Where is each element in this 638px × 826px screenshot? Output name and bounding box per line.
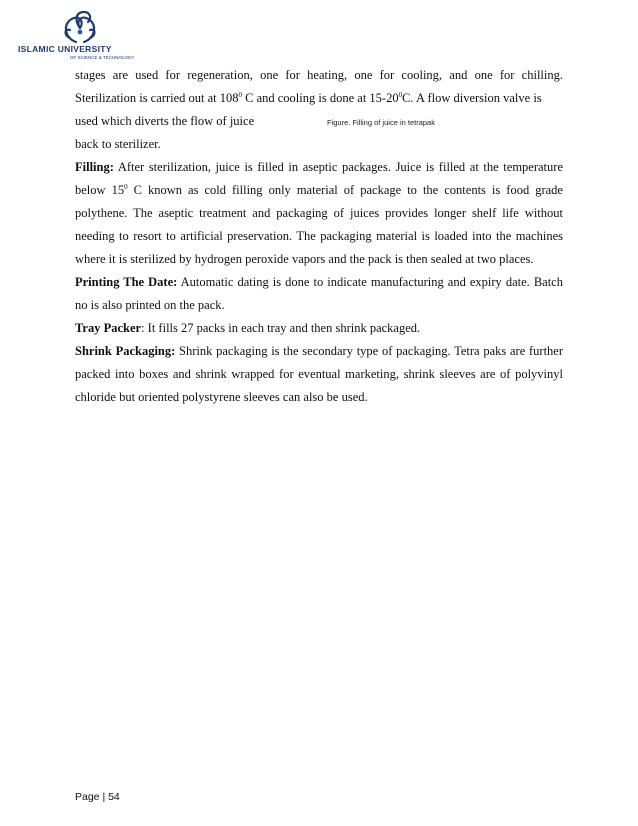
section-label-filling: Filling:	[75, 160, 114, 174]
logo-subtitle: OF SCIENCE & TECHNOLOGY	[70, 55, 135, 60]
text-line: used which diverts the flow of juice	[75, 114, 255, 128]
paragraph-text: Shrink packaging is the secondary type of packaging. Tetra paks are further packed into boxes and shrink wrapped for eventual marketing, shrink sleeves are of polyvinyl chloride but oriented polystyrene sleeves can also be used.	[75, 344, 563, 404]
degree-superscript: 0	[238, 90, 242, 99]
text-line: back to sterilizer.	[75, 137, 161, 151]
logo-emblem-icon	[18, 8, 148, 48]
document-body	[75, 64, 563, 409]
paragraph-tray-packer	[75, 317, 563, 340]
text-line: Sterilization is carried out at 108	[75, 91, 239, 105]
university-logo	[18, 8, 148, 68]
paragraph-regeneration	[75, 64, 563, 110]
paragraph-text: After sterilization, juice is filled in aseptic packages. Juice is filled at the temperature below 15	[75, 160, 563, 197]
degree-superscript: 0	[124, 182, 128, 191]
degree-superscript: 0	[398, 90, 403, 99]
section-label-shrink: Shrink Packaging:	[75, 344, 176, 358]
text-line: C. A flow diversion valve is	[402, 91, 542, 105]
paragraph-text: Automatic dating is done to indicate manufacturing and expiry date. Batch no is also printed on the pack.	[75, 275, 563, 312]
section-label-tray: Tray Packer	[75, 321, 142, 335]
text-line: stages are used for regeneration, one for heating, one for cooling, and one for chilling.	[75, 68, 563, 82]
page-number: Page | 54	[75, 791, 120, 803]
paragraph-printing-date	[75, 271, 563, 317]
section-label-printing: Printing The Date:	[75, 275, 178, 289]
text-line: C and cooling is done at 15-20	[242, 91, 399, 105]
paragraph-text: : It fills 27 packs in each tray and then shrink packaged.	[141, 321, 421, 335]
logo-university-name: ISLAMIC UNIVERSITY	[18, 44, 112, 54]
figure-caption: Figure. Filling of juice in tetrapak	[327, 118, 435, 127]
text-line-with-caption	[75, 110, 563, 133]
paragraph-filling	[75, 156, 563, 271]
paragraph-text: C known as cold filling only material of package to the contents is food grade polythene. The aseptic treatment and packaging of juices provides longer shelf life without needing to resort to artificial preservation. The packaging material is loaded into the machines where it is sterilized by hydrogen peroxide vapors and the pack is then sealed at two places.	[75, 183, 563, 266]
paragraph-shrink-packaging	[75, 340, 563, 409]
